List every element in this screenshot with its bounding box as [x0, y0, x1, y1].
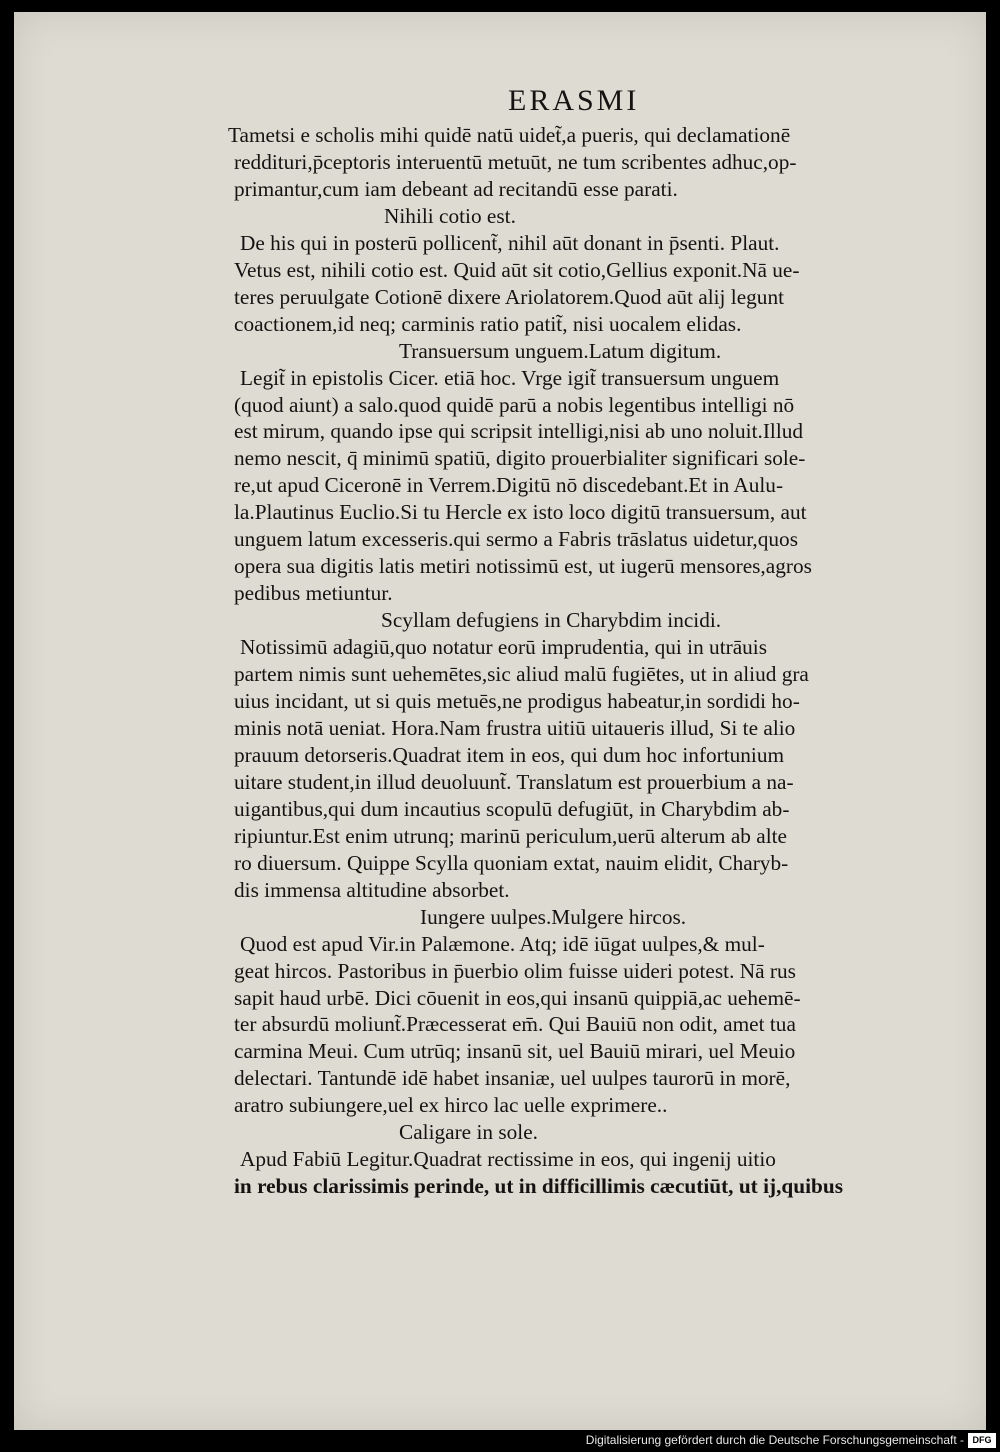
text-line: sapit haud urbē. Dici cōuenit in eos,qui insanū quippiā,ac uehemē- [234, 985, 801, 1010]
adage-heading: Transuersum unguem.Latum digitum. [399, 338, 722, 363]
text-line: Legit̃ in epistolis Cicer. etiā hoc. Vrge igit̃ transuersum unguem [240, 365, 780, 390]
text-line: teres peruulgate Cotionē dixere Ariolatorem.Quod aūt alij legunt [234, 284, 785, 309]
text-line: De his qui in posterū pollicent̃, nihil aūt donant in p̄senti. Plaut. [240, 230, 780, 255]
dfg-logo: DFG [968, 1433, 996, 1448]
text-line: reddituri,p̄ceptoris interuentū metuūt, ne tum scribentes adhuc,op- [234, 149, 797, 174]
text-line: in rebus clarissimis perinde, ut in difficillimis cæcutiūt, ut ij,quibus [234, 1174, 844, 1199]
text-line: Quod est apud Vir.in Palæmone. Atq; idē iūgat uulpes,& mul- [240, 931, 765, 956]
text-line: opera sua digitis latis metiri notissimū est, ut iugerū mensores,agros [234, 554, 812, 579]
text-line: geat hircos. Pastoribus in p̄uerbio olim fuisse uideri potest. Nā rus [234, 958, 796, 983]
text-line: la.Plautinus Euclio.Si tu Hercle ex isto loco digitū transuersum, aut [234, 500, 807, 525]
text-line: ro diuersum. Quippe Scylla quoniam extat, nauim elidit, Charyb- [234, 850, 789, 875]
text-line: prauum detorseris.Quadrat item in eos, qui dum hoc infortunium [234, 742, 785, 767]
text-line: Apud Fabiū Legitur.Quadrat rectissime in eos, qui ingenij uitio [240, 1147, 776, 1172]
text-line: minis notā ueniat. Hora.Nam frustra uitiū uitaueris illud, Si te alio [234, 715, 796, 740]
text-line: uitare student,in illud deuoluunt̃. Translatum est prouerbium a na- [234, 769, 794, 794]
text-line: re,ut apud Ciceronē in Verrem.Digitū nō discedebant.Et in Aulu- [234, 473, 784, 498]
text-line: carmina Meui. Cum utrūq; insanū sit, uel Bauiū mirari, uel Meuio [234, 1039, 796, 1064]
text-line: Tametsi e scholis mihi quidē natū uidet̃,a pueris, qui declamationē [228, 123, 791, 147]
scanned-page [14, 12, 986, 1430]
text-line: aratro subiungere,uel ex hirco lac uelle exprimere.. [234, 1093, 668, 1118]
adage-heading: Caligare in sole. [399, 1120, 538, 1145]
text-line: pedibus metiuntur. [234, 581, 393, 606]
footer-credit: Digitalisierung gefördert durch die Deutsche Forschungsgemeinschaft - [585, 1433, 964, 1447]
text-line: coactionem,id neq; carminis ratio patit̃, nisi uocalem elidas. [234, 311, 742, 336]
text-line: delectari. Tantundē idē habet insaniæ, uel uulpes taurorū in morē, [234, 1066, 791, 1091]
adage-heading: Nihili cotio est. [384, 203, 516, 228]
text-line: est mirum, quando ipse qui scripsit intelligi,nisi ab uno noluit.Illud [234, 419, 804, 444]
text-line: Vetus est, nihili cotio est. Quid aūt sit cotio,Gellius exponit.Nā ue- [234, 257, 800, 282]
adage-heading: Iungere uulpes.Mulgere hircos. [420, 904, 687, 929]
text-line: (quod aiunt) a salo.quod quidē parū a nobis legentibus intelligi nō [234, 392, 795, 417]
text-line: primantur,cum iam debeant ad recitandū esse parati. [234, 176, 678, 201]
text-line: unguem latum excesseris.qui sermo a Fabris trāslatus uidetur,quos [234, 527, 798, 552]
text-line: ripiuntur.Est enim utrunq; marinū periculum,uerū alterum ab alte [234, 823, 787, 848]
text-line: partem nimis sunt uehemētes,sic aliud malū fugiētes, ut in aliud gra [234, 662, 809, 687]
digitization-footer [0, 1430, 1000, 1452]
text-line: ter absurdū moliunt̃.Præcesserat em̄. Qui Bauiū non odit, amet tua [234, 1012, 796, 1037]
running-head: ERASMI [508, 84, 640, 117]
adage-heading: Scyllam defugiens in Charybdim incidi. [381, 608, 722, 633]
text-line: nemo nescit, q̄ minimū spatiū, digito prouerbialiter significari sole- [234, 446, 806, 471]
body-text [224, 122, 944, 1200]
text-line: uigantibus,qui dum incautius scopulū defugiūt, in Charybdim ab- [234, 796, 790, 821]
page-content [14, 12, 986, 1430]
text-line: uius incidant, ut si quis metuēs,ne prodigus habeatur,in sordidi ho- [234, 689, 800, 714]
text-line: Notissimū adagiū,quo notatur eorū imprudentia, qui in utrāuis [240, 635, 768, 660]
text-line: dis immensa altitudine absorbet. [234, 877, 510, 902]
